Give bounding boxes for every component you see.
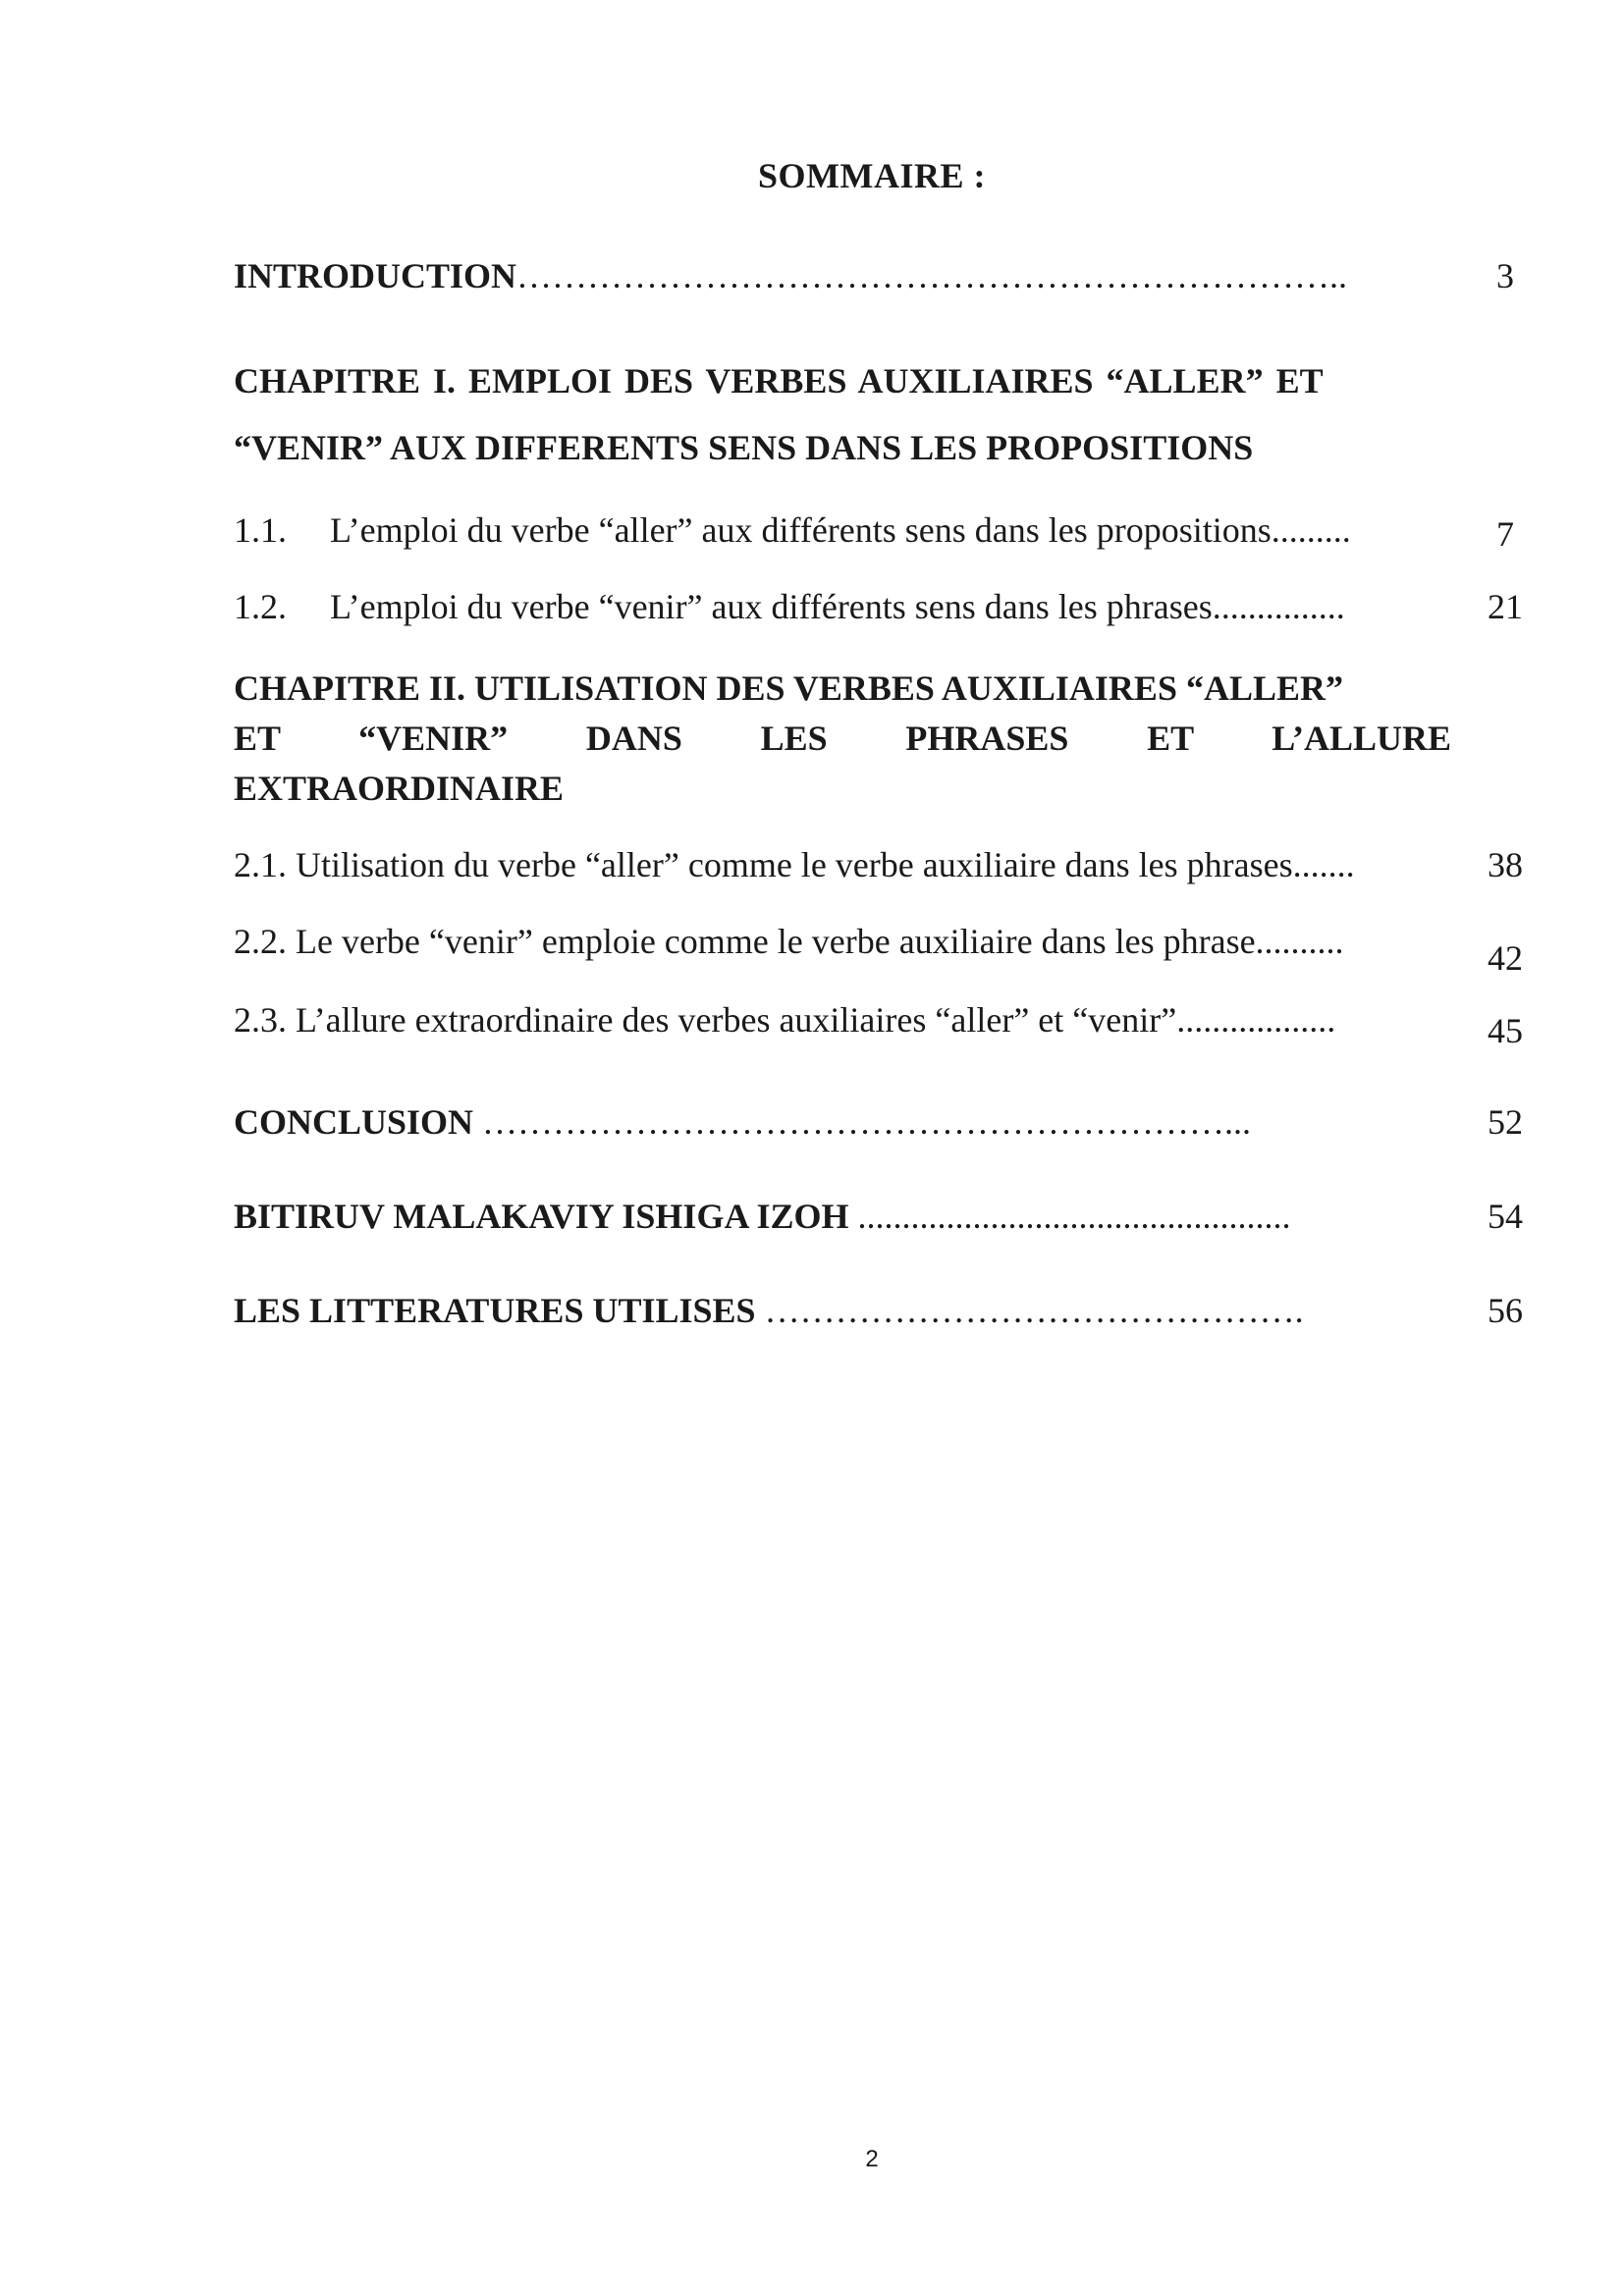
toc-label-conclusion: CONCLUSION	[234, 1102, 474, 1142]
toc-page-2-3: 45	[1488, 1011, 1523, 1050]
toc-text-2-2: 2.2. Le verbe “venir” emploie comme le verbe auxiliaire dans les phrase..........	[234, 922, 1344, 961]
toc-chapter-1-line-1: CHAPITRE I. EMPLOI DES VERBES AUXILIAIRES “ALLER” ET	[234, 361, 1324, 400]
toc-number-1-1: 1.1.	[234, 510, 287, 550]
toc-number-1-2: 1.2.	[234, 587, 287, 626]
toc-text-1-2: L’emploi du verbe “venir” aux différents sens dans les phrases...............	[330, 587, 1345, 626]
page-title: SOMMAIRE :	[758, 156, 986, 195]
toc-entry-introduction	[234, 255, 1451, 297]
toc-chapter-2-heading	[234, 664, 1451, 814]
toc-entry-litteratures	[234, 1290, 1451, 1332]
toc-text-1-1: L’emploi du verbe “aller” aux différents sens dans les propositions.........	[330, 510, 1351, 550]
footer-page-number: 2	[865, 2146, 879, 2172]
toc-page-2-1: 38	[1488, 845, 1523, 884]
toc-leader-litteratures: ……………………………………….	[755, 1291, 1304, 1330]
toc-chapter-2-line-2: ET “VENIR” DANS LES PHRASES ET L’ALLURE	[234, 719, 1451, 758]
toc-page-1-2: 21	[1488, 587, 1523, 626]
toc-entry-bitiruv	[234, 1196, 1451, 1238]
toc-leader-introduction: ……………………………………………………………..	[516, 256, 1348, 295]
toc-page-introduction: 3	[1496, 256, 1514, 295]
toc-leader-conclusion: ………………………………………………………...	[473, 1102, 1252, 1142]
toc-page-1-1: 7	[1496, 514, 1514, 554]
toc-entry-2-3	[234, 999, 1451, 1041]
toc-page-conclusion: 52	[1488, 1102, 1523, 1142]
toc-label-bitiruv: BITIRUV MALAKAVIY ISHIGA IZOH	[234, 1197, 849, 1236]
toc-chapter-2-line-3: EXTRAORDINAIRE	[234, 769, 565, 808]
toc-page-litteratures: 56	[1488, 1291, 1523, 1330]
toc-entry-conclusion	[234, 1101, 1451, 1144]
toc-page-2-2: 42	[1488, 938, 1523, 978]
toc-chapter-1-line-2: “VENIR” AUX DIFFERENTS SENS DANS LES PROPOSITIONS	[234, 428, 1254, 467]
toc-label-introduction: INTRODUCTION	[234, 256, 517, 295]
toc-entry-1-2	[234, 586, 1451, 628]
toc-label-litteratures: LES LITTERATURES UTILISES	[234, 1291, 756, 1330]
toc-text-2-3: 2.3. L’allure extraordinaire des verbes auxiliaires “aller” et “venir”..................	[234, 1000, 1336, 1040]
toc-entry-2-1	[234, 844, 1451, 886]
toc-entry-1-1	[234, 509, 1451, 552]
toc-chapter-1-heading	[234, 347, 1451, 481]
toc-page-bitiruv: 54	[1488, 1197, 1523, 1236]
toc-entry-2-2	[234, 921, 1451, 963]
toc-chapter-2-line-1: CHAPITRE II. UTILISATION DES VERBES AUXILIAIRES “ALLER”	[234, 668, 1343, 708]
toc-leader-bitiruv: .................................................	[848, 1197, 1291, 1236]
toc-text-2-1: 2.1. Utilisation du verbe “aller” comme le verbe auxiliaire dans les phrases.......	[234, 845, 1355, 884]
